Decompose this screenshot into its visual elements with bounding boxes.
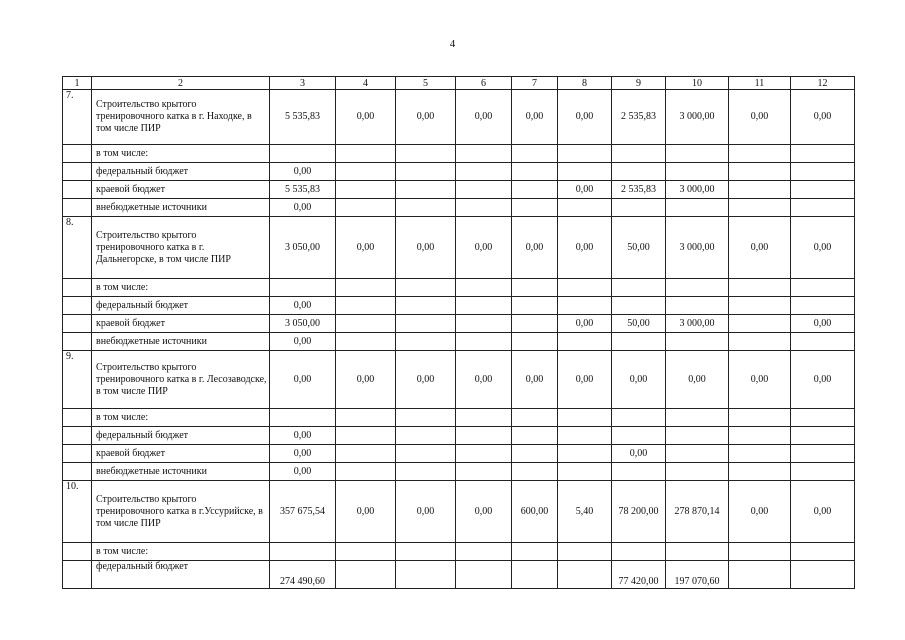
table-row-subitem <box>63 199 855 217</box>
table-row-subitem <box>63 315 855 333</box>
value-cell-col7 <box>512 561 558 589</box>
value-cell-col3: 0,00 <box>270 351 336 409</box>
value-cell-col11 <box>729 199 791 217</box>
table-row-subitem <box>63 163 855 181</box>
value-cell-col3: 3 050,00 <box>270 315 336 333</box>
row-name: в том числе: <box>92 279 270 297</box>
value-cell-col6 <box>456 445 512 463</box>
value-cell-col10: 0,00 <box>666 351 729 409</box>
value-cell-col4: 0,00 <box>336 481 396 543</box>
value-cell-col5 <box>396 409 456 427</box>
value-cell-col7 <box>512 409 558 427</box>
row-number <box>63 561 92 589</box>
value-cell-col11 <box>729 445 791 463</box>
value-cell-col8: 0,00 <box>558 181 612 199</box>
value-cell-col4 <box>336 543 396 561</box>
value-cell-col10: 3 000,00 <box>666 181 729 199</box>
value-cell-col10 <box>666 333 729 351</box>
value-cell-col8 <box>558 409 612 427</box>
row-number <box>63 181 92 199</box>
value-cell-col6 <box>456 163 512 181</box>
value-cell-col3 <box>270 145 336 163</box>
value-cell-col4 <box>336 163 396 181</box>
value-cell-col9: 77 420,00 <box>612 561 666 589</box>
value-cell-col6 <box>456 145 512 163</box>
row-number <box>63 333 92 351</box>
row-number <box>63 543 92 561</box>
row-name: в том числе: <box>92 543 270 561</box>
row-number: 9. <box>63 351 92 409</box>
row-name: федеральный бюджет <box>92 427 270 445</box>
value-cell-col5 <box>396 561 456 589</box>
value-cell-col9 <box>612 145 666 163</box>
value-cell-col12 <box>791 199 855 217</box>
value-cell-col3: 0,00 <box>270 297 336 315</box>
table-body <box>63 77 855 589</box>
value-cell-col5: 0,00 <box>396 481 456 543</box>
row-name: в том числе: <box>92 145 270 163</box>
value-cell-col11: 0,00 <box>729 481 791 543</box>
value-cell-col7 <box>512 333 558 351</box>
value-cell-col8 <box>558 199 612 217</box>
column-header: 2 <box>92 77 270 90</box>
value-cell-col11 <box>729 181 791 199</box>
value-cell-col12 <box>791 297 855 315</box>
value-cell-col7: 600,00 <box>512 481 558 543</box>
value-cell-col4 <box>336 463 396 481</box>
value-cell-col8: 5,40 <box>558 481 612 543</box>
value-cell-col5 <box>396 297 456 315</box>
value-cell-col10: 3 000,00 <box>666 90 729 145</box>
row-name: в том числе: <box>92 409 270 427</box>
row-name: федеральный бюджет <box>92 561 270 589</box>
value-cell-col5: 0,00 <box>396 351 456 409</box>
row-number <box>63 463 92 481</box>
value-cell-col10 <box>666 199 729 217</box>
value-cell-col6 <box>456 463 512 481</box>
value-cell-col7 <box>512 315 558 333</box>
table-row-item <box>63 90 855 145</box>
value-cell-col11 <box>729 409 791 427</box>
row-name: Строительство крытого тренировочного катка в г. Дальнегорске, в том числе ПИР <box>92 217 270 279</box>
value-cell-col4 <box>336 409 396 427</box>
value-cell-col12: 0,00 <box>791 481 855 543</box>
value-cell-col10 <box>666 297 729 315</box>
value-cell-col12: 0,00 <box>791 315 855 333</box>
value-cell-col8 <box>558 297 612 315</box>
value-cell-col8 <box>558 561 612 589</box>
table-row-item <box>63 217 855 279</box>
row-name: краевой бюджет <box>92 445 270 463</box>
value-cell-col6 <box>456 543 512 561</box>
value-cell-col4 <box>336 199 396 217</box>
table-row-subitem <box>63 333 855 351</box>
value-cell-col9: 2 535,83 <box>612 90 666 145</box>
column-header: 1 <box>63 77 92 90</box>
row-number <box>63 297 92 315</box>
page-number: 4 <box>449 38 456 50</box>
table-row-subitem <box>63 427 855 445</box>
value-cell-col4 <box>336 427 396 445</box>
value-cell-col3: 0,00 <box>270 445 336 463</box>
row-number: 7. <box>63 90 92 145</box>
value-cell-col12 <box>791 409 855 427</box>
value-cell-col3: 357 675,54 <box>270 481 336 543</box>
value-cell-col5 <box>396 543 456 561</box>
value-cell-col9 <box>612 409 666 427</box>
value-cell-col9 <box>612 333 666 351</box>
value-cell-col8: 0,00 <box>558 351 612 409</box>
value-cell-col6 <box>456 427 512 445</box>
value-cell-col11 <box>729 561 791 589</box>
table-row-subitem <box>63 181 855 199</box>
table-row-subitem <box>63 463 855 481</box>
value-cell-col7 <box>512 463 558 481</box>
value-cell-col12: 0,00 <box>791 90 855 145</box>
value-cell-col12 <box>791 543 855 561</box>
row-name: внебюджетные источники <box>92 463 270 481</box>
table-row-subitem <box>63 445 855 463</box>
value-cell-col4 <box>336 333 396 351</box>
value-cell-col7 <box>512 427 558 445</box>
value-cell-col4: 0,00 <box>336 351 396 409</box>
value-cell-col10: 3 000,00 <box>666 315 729 333</box>
value-cell-col9 <box>612 463 666 481</box>
value-cell-col10: 3 000,00 <box>666 217 729 279</box>
value-cell-col9 <box>612 427 666 445</box>
table-row-subitem <box>63 145 855 163</box>
value-cell-col3: 0,00 <box>270 199 336 217</box>
value-cell-col3: 274 490,60 <box>270 561 336 589</box>
row-name: федеральный бюджет <box>92 163 270 181</box>
table-row-item <box>63 481 855 543</box>
value-cell-col8 <box>558 543 612 561</box>
column-header: 6 <box>456 77 512 90</box>
value-cell-col7 <box>512 163 558 181</box>
value-cell-col6: 0,00 <box>456 217 512 279</box>
value-cell-col9: 78 200,00 <box>612 481 666 543</box>
value-cell-col8 <box>558 145 612 163</box>
row-number <box>63 315 92 333</box>
value-cell-col11: 0,00 <box>729 351 791 409</box>
value-cell-col9: 0,00 <box>612 351 666 409</box>
row-number <box>63 409 92 427</box>
table-row-subitem <box>63 409 855 427</box>
value-cell-col6: 0,00 <box>456 90 512 145</box>
value-cell-col10 <box>666 163 729 181</box>
value-cell-col8: 0,00 <box>558 315 612 333</box>
value-cell-col12 <box>791 181 855 199</box>
value-cell-col8 <box>558 427 612 445</box>
row-number <box>63 145 92 163</box>
row-name: внебюджетные источники <box>92 333 270 351</box>
value-cell-col8 <box>558 463 612 481</box>
column-header: 4 <box>336 77 396 90</box>
value-cell-col8 <box>558 163 612 181</box>
value-cell-col11 <box>729 463 791 481</box>
value-cell-col8: 0,00 <box>558 217 612 279</box>
value-cell-col5 <box>396 163 456 181</box>
value-cell-col11 <box>729 315 791 333</box>
value-cell-col5 <box>396 199 456 217</box>
value-cell-col6 <box>456 315 512 333</box>
value-cell-col9 <box>612 543 666 561</box>
value-cell-col10 <box>666 145 729 163</box>
value-cell-col5 <box>396 315 456 333</box>
column-header: 3 <box>270 77 336 90</box>
column-header: 10 <box>666 77 729 90</box>
value-cell-col4 <box>336 445 396 463</box>
value-cell-col12 <box>791 333 855 351</box>
table-row-subitem <box>63 297 855 315</box>
value-cell-col3: 0,00 <box>270 427 336 445</box>
value-cell-col6 <box>456 199 512 217</box>
value-cell-col10 <box>666 409 729 427</box>
value-cell-col10 <box>666 427 729 445</box>
value-cell-col3 <box>270 409 336 427</box>
column-header: 7 <box>512 77 558 90</box>
value-cell-col3: 5 535,83 <box>270 90 336 145</box>
value-cell-col10 <box>666 279 729 297</box>
value-cell-col5 <box>396 427 456 445</box>
value-cell-col5 <box>396 445 456 463</box>
value-cell-col7 <box>512 297 558 315</box>
row-number <box>63 199 92 217</box>
table-row-subitem <box>63 561 855 589</box>
value-cell-col11 <box>729 163 791 181</box>
value-cell-col11 <box>729 333 791 351</box>
row-name: Строительство крытого тренировочного катка в г. Находке, в том числе ПИР <box>92 90 270 145</box>
value-cell-col10: 278 870,14 <box>666 481 729 543</box>
value-cell-col7 <box>512 145 558 163</box>
value-cell-col11 <box>729 427 791 445</box>
value-cell-col6: 0,00 <box>456 351 512 409</box>
value-cell-col11 <box>729 297 791 315</box>
value-cell-col6 <box>456 409 512 427</box>
value-cell-col7: 0,00 <box>512 217 558 279</box>
value-cell-col4 <box>336 297 396 315</box>
row-name: краевой бюджет <box>92 181 270 199</box>
value-cell-col10 <box>666 463 729 481</box>
value-cell-col4 <box>336 315 396 333</box>
row-number <box>63 279 92 297</box>
value-cell-col12 <box>791 445 855 463</box>
value-cell-col9 <box>612 199 666 217</box>
value-cell-col4 <box>336 279 396 297</box>
value-cell-col9: 50,00 <box>612 217 666 279</box>
value-cell-col5 <box>396 181 456 199</box>
value-cell-col12 <box>791 279 855 297</box>
value-cell-col10 <box>666 543 729 561</box>
value-cell-col12 <box>791 427 855 445</box>
value-cell-col4 <box>336 145 396 163</box>
value-cell-col11: 0,00 <box>729 217 791 279</box>
value-cell-col9: 50,00 <box>612 315 666 333</box>
value-cell-col6 <box>456 333 512 351</box>
value-cell-col8 <box>558 333 612 351</box>
value-cell-col6 <box>456 181 512 199</box>
value-cell-col11: 0,00 <box>729 90 791 145</box>
row-name: Строительство крытого тренировочного катка в г. Лесозаводске, в том числе ПИР <box>92 351 270 409</box>
column-header: 12 <box>791 77 855 90</box>
value-cell-col3: 0,00 <box>270 333 336 351</box>
value-cell-col11 <box>729 279 791 297</box>
column-header: 5 <box>396 77 456 90</box>
value-cell-col5 <box>396 463 456 481</box>
value-cell-col7 <box>512 445 558 463</box>
value-cell-col5 <box>396 333 456 351</box>
table-row-subitem <box>63 543 855 561</box>
value-cell-col9 <box>612 163 666 181</box>
value-cell-col12: 0,00 <box>791 351 855 409</box>
value-cell-col12 <box>791 163 855 181</box>
value-cell-col7: 0,00 <box>512 351 558 409</box>
header-row <box>63 77 855 90</box>
value-cell-col9 <box>612 297 666 315</box>
value-cell-col3: 0,00 <box>270 463 336 481</box>
budget-table <box>62 76 855 589</box>
value-cell-col7 <box>512 199 558 217</box>
value-cell-col11 <box>729 543 791 561</box>
value-cell-col10: 197 070,60 <box>666 561 729 589</box>
value-cell-col9: 0,00 <box>612 445 666 463</box>
row-number <box>63 445 92 463</box>
row-name: Строительство крытого тренировочного катка в г.Уссурийске, в том числе ПИР <box>92 481 270 543</box>
value-cell-col9 <box>612 279 666 297</box>
value-cell-col6 <box>456 297 512 315</box>
row-number <box>63 163 92 181</box>
column-header: 9 <box>612 77 666 90</box>
value-cell-col6 <box>456 561 512 589</box>
value-cell-col3: 3 050,00 <box>270 217 336 279</box>
value-cell-col4: 0,00 <box>336 90 396 145</box>
value-cell-col4 <box>336 181 396 199</box>
value-cell-col5: 0,00 <box>396 90 456 145</box>
value-cell-col7 <box>512 181 558 199</box>
column-header: 11 <box>729 77 791 90</box>
table-row-item <box>63 351 855 409</box>
value-cell-col6 <box>456 279 512 297</box>
value-cell-col12 <box>791 145 855 163</box>
value-cell-col3: 0,00 <box>270 163 336 181</box>
value-cell-col7: 0,00 <box>512 90 558 145</box>
value-cell-col8 <box>558 445 612 463</box>
value-cell-col12: 0,00 <box>791 217 855 279</box>
value-cell-col5 <box>396 279 456 297</box>
value-cell-col4 <box>336 561 396 589</box>
value-cell-col9: 2 535,83 <box>612 181 666 199</box>
value-cell-col3 <box>270 543 336 561</box>
value-cell-col10 <box>666 445 729 463</box>
row-number: 8. <box>63 217 92 279</box>
row-number: 10. <box>63 481 92 543</box>
value-cell-col3: 5 535,83 <box>270 181 336 199</box>
value-cell-col12 <box>791 463 855 481</box>
row-name: федеральный бюджет <box>92 297 270 315</box>
value-cell-col12 <box>791 561 855 589</box>
value-cell-col8: 0,00 <box>558 90 612 145</box>
table-row-subitem <box>63 279 855 297</box>
value-cell-col5 <box>396 145 456 163</box>
value-cell-col3 <box>270 279 336 297</box>
value-cell-col8 <box>558 279 612 297</box>
row-name: внебюджетные источники <box>92 199 270 217</box>
value-cell-col5: 0,00 <box>396 217 456 279</box>
row-number <box>63 427 92 445</box>
value-cell-col7 <box>512 279 558 297</box>
value-cell-col7 <box>512 543 558 561</box>
value-cell-col6: 0,00 <box>456 481 512 543</box>
value-cell-col4: 0,00 <box>336 217 396 279</box>
row-name: краевой бюджет <box>92 315 270 333</box>
value-cell-col11 <box>729 145 791 163</box>
column-header: 8 <box>558 77 612 90</box>
